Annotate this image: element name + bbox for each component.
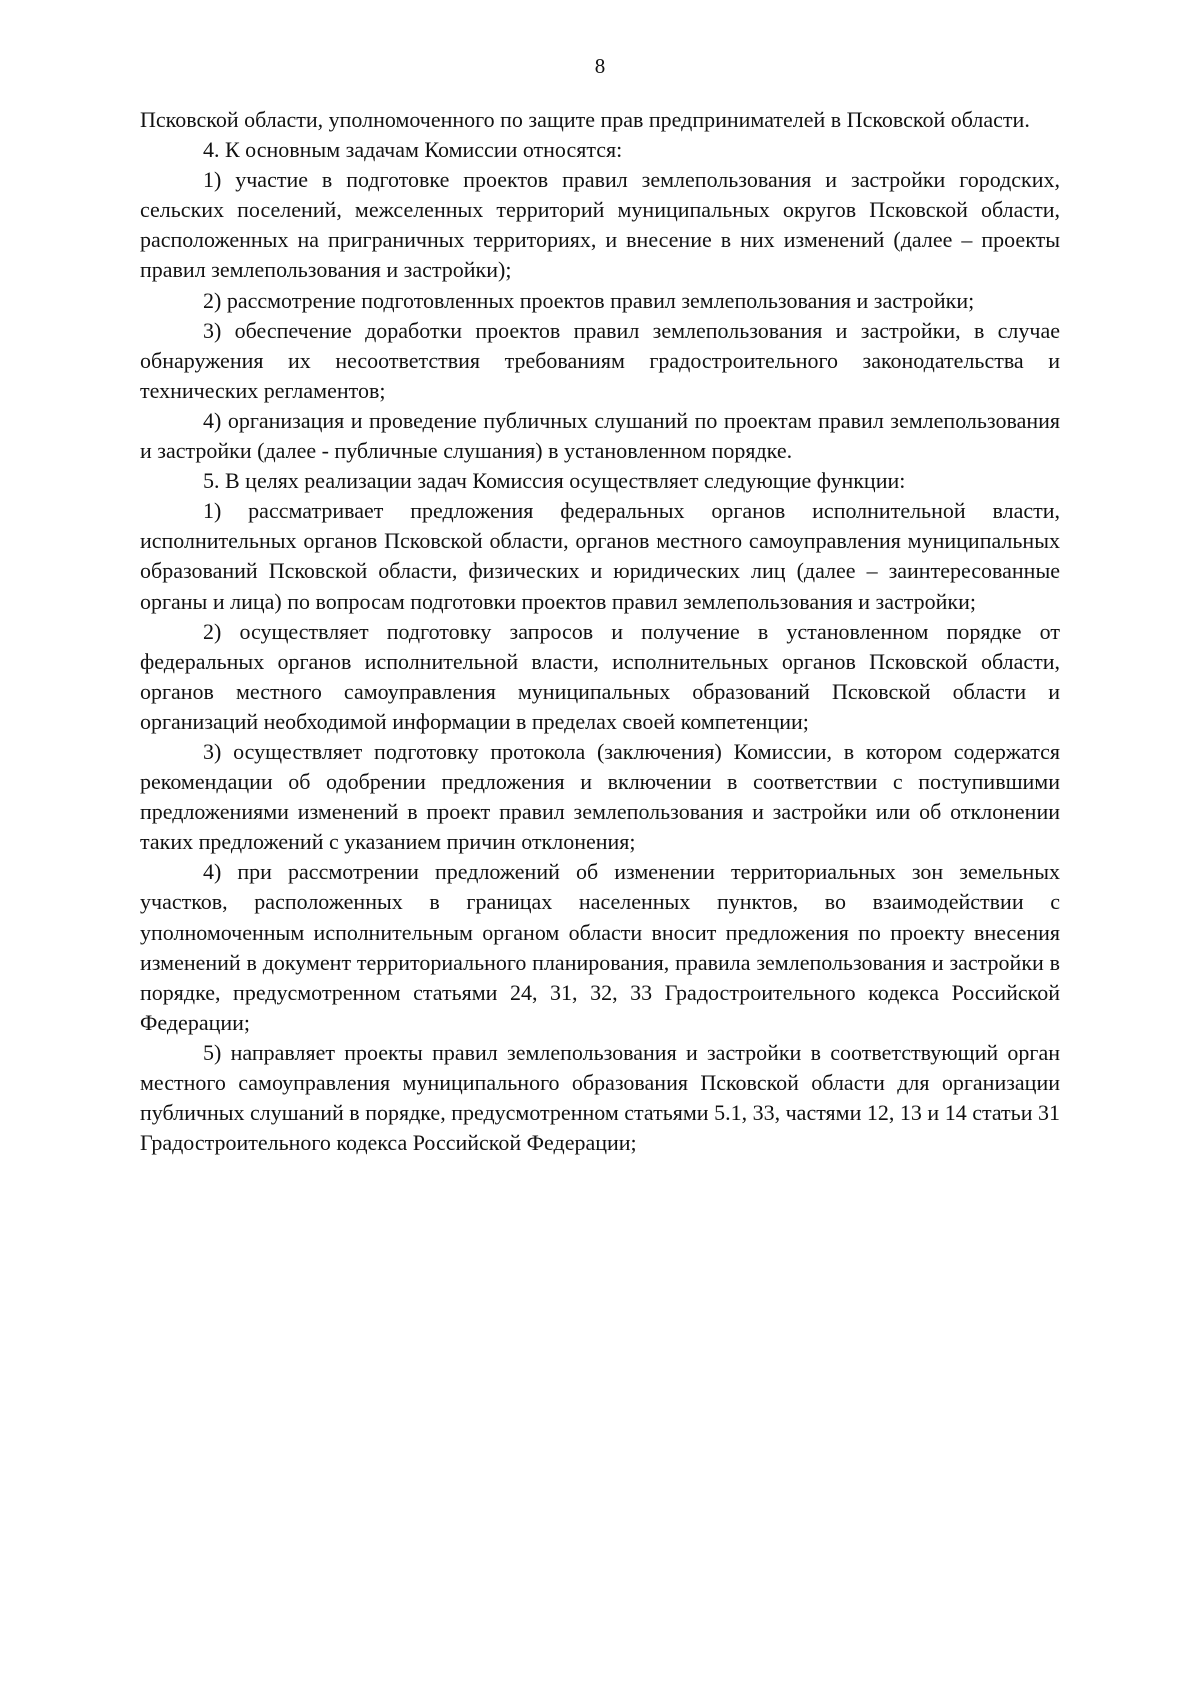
paragraph: Псковской области, уполномоченного по защите прав предпринимателей в Псковской области. [140,107,1030,132]
paragraph: 2) рассмотрение подготовленных проектов правил землепользования и застройки; [203,287,975,313]
paragraph: 3) обеспечение доработки проектов правил землепользования и застройки, в случае обнаружения их несоответствия требованиям градостроительного законодательства и технических регламентов; [140,317,1060,403]
page-number: 8 [594,54,606,78]
paragraph: 4) организация и проведение публичных слушаний по проектам правил землепользования и застройки (далее - публичные слушания) в установленном порядке. [140,407,1060,464]
paragraph: 3) осуществляет подготовку протокола (заключения) Комиссии, в котором содержатся рекомендации об одобрении предложения и включении в соответствии с поступившими предложениями изменений в проект правил землепользования и застройки или об отклонении таких предложений с указанием причин отклонения; [140,738,1060,855]
paragraph: 4) при рассмотрении предложений об изменении территориальных зон земельных участков, расположенных в границах населенных пунктов, во взаимодействии с уполномоченным исполнительным органом области вносит предложения по проекту внесения изменений в документ территориального планирования, правила землепользования и застройки в порядке, предусмотренном статьями 24, 31, 32, 33 Градостроительного кодекса Российской Федерации; [140,859,1060,1035]
paragraph: 2) осуществляет подготовку запросов и получение в установленном порядке от федеральных органов исполнительной власти, исполнительных органов Псковской области, органов местного самоуправления муниципальных образований Псковской области и организаций необходимой информации в пределах своей компетенции; [140,618,1060,734]
paragraph: 5) направляет проекты правил землепользования и застройки в соответствующий орган местного самоуправления муниципального образования Псковской области для организации публичных слушаний в порядке, предусмотренном статьями 5.1, 33, частями 12, 13 и 14 статьи 31 Градостроительного кодекса Российской Федерации; [140,1039,1060,1156]
paragraph: 1) участие в подготовке проектов правил землепользования и застройки городских, сельских поселений, межселенных территорий муниципальных округов Псковской области, расположенных на приграничных территориях, и внесение в них изменений (далее – проекты правил землепользования и застройки); [140,167,1060,283]
paragraph: 4. К основным задачам Комиссии относятся: [203,137,623,163]
paragraph: 1) рассматривает предложения федеральных органов исполнительной власти, исполнительных органов Псковской области, органов местного самоуправления муниципальных образований Псковской области, физических и юридических лиц (далее – заинтересованные органы и лица) по вопросам подготовки проектов правил землепользования и застройки; [140,498,1060,614]
document-body [140,105,1060,1158]
paragraph: 5. В целях реализации задач Комиссия осуществляет следующие функции: [203,468,906,494]
